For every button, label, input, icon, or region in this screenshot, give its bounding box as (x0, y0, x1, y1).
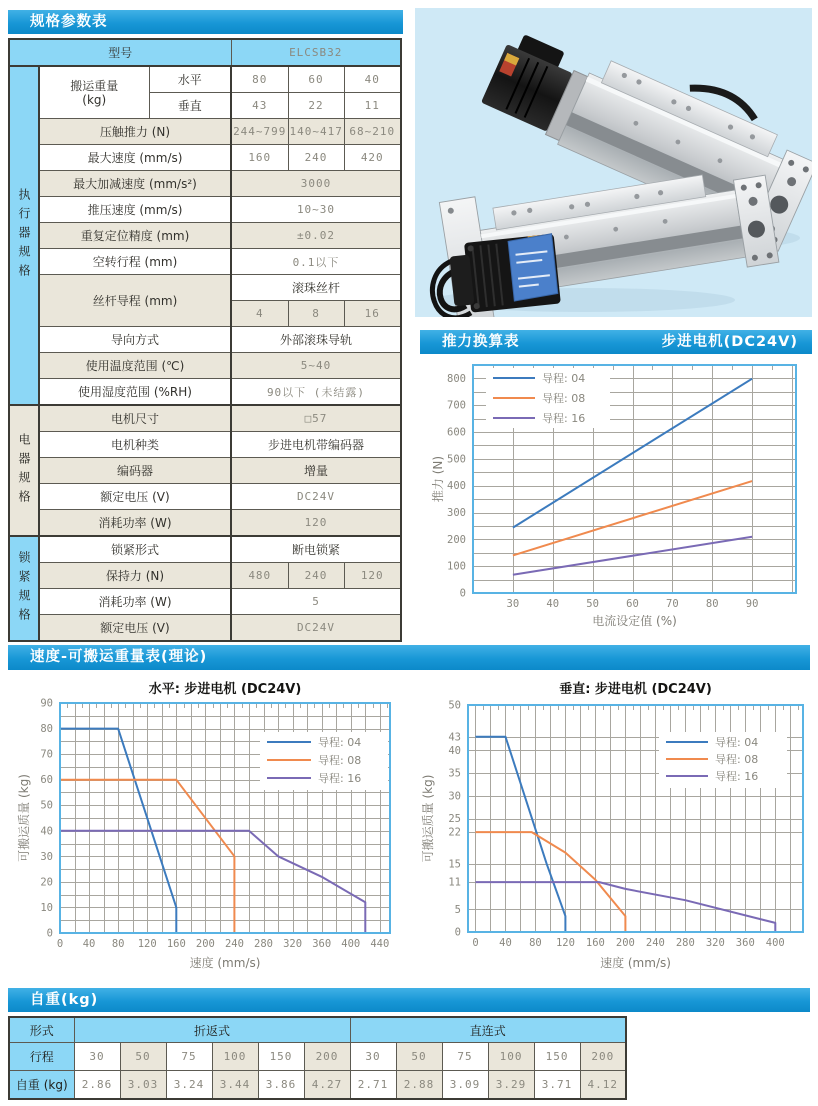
spec-value: 244~799 (231, 119, 288, 145)
spec-label: 保持力 (N) (39, 563, 231, 589)
weight-cell: 3.29 (488, 1071, 534, 1100)
svg-text:600: 600 (447, 426, 466, 439)
svg-text:400: 400 (765, 937, 785, 949)
section-header-spec (8, 10, 403, 34)
spec-value: 40 (344, 66, 401, 93)
carry-weight-label: 搬运重量 (kg) (39, 66, 149, 119)
svg-text:100: 100 (447, 560, 466, 573)
stroke-cell: 200 (304, 1043, 350, 1071)
spec-value: 240 (288, 563, 344, 589)
svg-text:400: 400 (341, 938, 361, 950)
spec-value: 60 (288, 66, 344, 93)
svg-text:11: 11 (448, 876, 461, 889)
motor-type-badge: 步进电机(DC24V) (661, 334, 798, 350)
svg-text:导程: 08: 导程: 08 (715, 753, 759, 766)
stroke-cell: 30 (350, 1043, 396, 1071)
horizontal-payload-chart (8, 678, 403, 978)
weight-cell: 2.88 (396, 1071, 442, 1100)
svg-text:70: 70 (40, 748, 53, 761)
svg-text:60: 60 (626, 598, 639, 610)
svg-text:80: 80 (529, 937, 542, 949)
spec-value: 420 (344, 145, 401, 171)
svg-text:20: 20 (40, 876, 53, 889)
svg-text:0: 0 (56, 938, 64, 950)
svg-text:导程: 16: 导程: 16 (542, 412, 586, 425)
spec-label: 额定电压 (V) (39, 484, 231, 510)
stroke-cell: 30 (74, 1043, 120, 1071)
svg-text:240: 240 (224, 938, 244, 950)
svg-text:水平: 步进电机 (DC24V): 水平: 步进电机 (DC24V) (148, 682, 302, 697)
svg-text:速度 (mm/s): 速度 (mm/s) (189, 956, 261, 970)
weight-cell: 3.71 (534, 1071, 580, 1100)
spec-value: 3000 (231, 171, 401, 197)
svg-text:500: 500 (447, 453, 466, 466)
thrust-chart (420, 356, 812, 640)
svg-text:360: 360 (312, 938, 332, 950)
spec-label: 丝杆导程 (mm) (39, 275, 231, 327)
model-value: ELCSB32 (231, 39, 401, 66)
svg-text:160: 160 (585, 937, 605, 949)
spec-value: 140~417 (288, 119, 344, 145)
svg-text:推力 (N): 推力 (N) (431, 455, 445, 503)
weight-table (8, 1016, 627, 1100)
section-header-thrust-label: 推力换算表 (442, 334, 520, 350)
spec-label: 使用温度范围 (℃) (39, 353, 231, 379)
spec-value: 滚珠丝杆 (231, 275, 401, 301)
spec-value: 5~40 (231, 353, 401, 379)
product-photo (415, 8, 812, 317)
svg-text:80: 80 (705, 598, 719, 610)
svg-text:30: 30 (506, 598, 520, 610)
weight-cell: 3.86 (258, 1071, 304, 1100)
weight-cell: 3.09 (442, 1071, 488, 1100)
svg-text:440: 440 (370, 938, 390, 950)
svg-text:400: 400 (447, 480, 466, 493)
svg-text:导程: 04: 导程: 04 (715, 736, 759, 749)
spec-label: 最大加减速度 (mm/s²) (39, 171, 231, 197)
spec-value: 外部滚珠导轨 (231, 327, 401, 353)
spec-value: 68~210 (344, 119, 401, 145)
spec-label: 电机尺寸 (39, 405, 231, 432)
spec-value: 8 (288, 301, 344, 327)
svg-text:可搬运质量 (kg): 可搬运质量 (kg) (421, 774, 435, 863)
svg-text:40: 40 (40, 825, 53, 838)
vertical-payload-chart (412, 678, 812, 978)
type-folded: 折返式 (74, 1017, 350, 1043)
svg-text:22: 22 (448, 826, 461, 839)
spec-value: 11 (344, 93, 401, 119)
svg-text:320: 320 (283, 938, 303, 950)
stroke-cell: 75 (442, 1043, 488, 1071)
svg-text:40: 40 (546, 598, 560, 610)
spec-label: 最大速度 (mm/s) (39, 145, 231, 171)
svg-text:300: 300 (447, 507, 466, 520)
svg-text:120: 120 (137, 938, 157, 950)
section-header-weight (8, 988, 810, 1012)
spec-label: 导向方式 (39, 327, 231, 353)
svg-text:40: 40 (82, 938, 96, 950)
spec-value: 120 (231, 510, 401, 537)
svg-text:90: 90 (40, 697, 53, 710)
svg-text:90: 90 (745, 598, 759, 610)
spec-value: DC24V (231, 484, 401, 510)
spec-value: 480 (231, 563, 288, 589)
stroke-cell: 50 (396, 1043, 442, 1071)
group-actuator: 执行器规格 (9, 66, 39, 405)
stroke-cell: 150 (534, 1043, 580, 1071)
stroke-cell: 200 (580, 1043, 626, 1071)
svg-text:800: 800 (447, 372, 466, 385)
spec-value: 90以下 (未结露) (231, 379, 401, 406)
svg-text:30: 30 (448, 790, 461, 803)
model-label: 型号 (9, 39, 231, 66)
carry-vertical-label: 垂直 (149, 93, 231, 119)
spec-value: 4 (231, 301, 288, 327)
spec-value: 22 (288, 93, 344, 119)
svg-text:360: 360 (735, 937, 755, 949)
stroke-cell: 150 (258, 1043, 304, 1071)
svg-text:导程: 04: 导程: 04 (542, 372, 586, 385)
svg-text:280: 280 (254, 938, 274, 950)
spec-value: 5 (231, 589, 401, 615)
spec-value: ±0.02 (231, 223, 401, 249)
section-header-spec-label: 规格参数表 (30, 14, 108, 30)
svg-text:15: 15 (448, 858, 461, 871)
svg-text:280: 280 (675, 937, 695, 949)
svg-text:200: 200 (615, 937, 635, 949)
svg-text:0: 0 (459, 587, 466, 600)
weight-cell: 3.44 (212, 1071, 258, 1100)
svg-text:50: 50 (448, 699, 461, 712)
spec-value: □57 (231, 405, 401, 432)
spec-label: 使用湿度范围 (%RH) (39, 379, 231, 406)
svg-text:50: 50 (40, 799, 53, 812)
section-header-speed-label: 速度-可搬运重量表(理论) (30, 649, 208, 665)
spec-value: 160 (231, 145, 288, 171)
svg-text:0: 0 (472, 937, 479, 949)
group-lock: 锁紧规格 (9, 536, 39, 641)
spec-table (8, 38, 402, 642)
section-header-thrust (420, 330, 812, 354)
spec-value: 增量 (231, 458, 401, 484)
svg-text:导程: 16: 导程: 16 (318, 772, 362, 785)
svg-text:160: 160 (166, 938, 186, 950)
stroke-cell: 50 (120, 1043, 166, 1071)
spec-value: DC24V (231, 615, 401, 642)
svg-text:0: 0 (46, 927, 53, 940)
spec-label: 空转行程 (mm) (39, 249, 231, 275)
svg-text:120: 120 (555, 937, 575, 949)
weight-cell: 4.27 (304, 1071, 350, 1100)
svg-text:200: 200 (447, 533, 466, 546)
svg-text:导程: 16: 导程: 16 (715, 770, 759, 783)
svg-text:5: 5 (454, 903, 461, 916)
svg-text:70: 70 (666, 598, 679, 610)
stroke-cell: 75 (166, 1043, 212, 1071)
svg-text:导程: 08: 导程: 08 (318, 754, 362, 767)
spec-value: 10~30 (231, 197, 401, 223)
svg-text:200: 200 (195, 938, 215, 950)
weight-cell: 3.24 (166, 1071, 212, 1100)
svg-text:导程: 04: 导程: 04 (318, 736, 362, 749)
carry-horizontal-label: 水平 (149, 66, 231, 93)
spec-label: 编码器 (39, 458, 231, 484)
svg-text:240: 240 (645, 937, 665, 949)
svg-text:10: 10 (40, 901, 53, 914)
svg-text:43: 43 (448, 731, 461, 744)
spec-label: 消耗功率 (W) (39, 589, 231, 615)
weight-cell: 2.86 (74, 1071, 120, 1100)
svg-text:50: 50 (586, 598, 599, 610)
horizontal-chart-svg (8, 678, 403, 978)
stroke-cell: 100 (212, 1043, 258, 1071)
spec-label: 电机种类 (39, 432, 231, 458)
spec-value: 步进电机带编码器 (231, 432, 401, 458)
section-header-weight-label: 自重(kg) (30, 992, 99, 1008)
svg-text:电流设定值 (%): 电流设定值 (%) (592, 614, 677, 628)
spec-value: 16 (344, 301, 401, 327)
weight-cell: 3.03 (120, 1071, 166, 1100)
svg-text:40: 40 (448, 744, 461, 757)
type-label: 形式 (9, 1017, 74, 1043)
svg-text:40: 40 (499, 937, 512, 949)
svg-text:速度 (mm/s): 速度 (mm/s) (600, 956, 671, 970)
svg-text:可搬运质量 (kg): 可搬运质量 (kg) (17, 774, 31, 862)
weight-cell: 4.12 (580, 1071, 626, 1100)
spec-value: 43 (231, 93, 288, 119)
spec-value: 断电锁紧 (231, 536, 401, 563)
svg-text:30: 30 (40, 850, 53, 863)
stroke-cell: 100 (488, 1043, 534, 1071)
stroke-label: 行程 (9, 1043, 74, 1071)
group-electrical: 电器规格 (9, 405, 39, 536)
spec-label: 压触推力 (N) (39, 119, 231, 145)
svg-text:60: 60 (40, 774, 53, 787)
spec-label: 额定电压 (V) (39, 615, 231, 642)
spec-label: 锁紧形式 (39, 536, 231, 563)
svg-text:垂直: 步进电机 (DC24V): 垂直: 步进电机 (DC24V) (559, 682, 712, 697)
section-header-speed (8, 645, 810, 670)
spec-value: 80 (231, 66, 288, 93)
vertical-chart-svg (412, 678, 812, 978)
thrust-chart-svg (420, 356, 812, 640)
svg-text:导程: 08: 导程: 08 (542, 392, 586, 405)
svg-text:0: 0 (454, 926, 461, 939)
weight-cell: 2.71 (350, 1071, 396, 1100)
svg-text:700: 700 (447, 399, 466, 412)
svg-text:35: 35 (448, 767, 461, 780)
svg-text:80: 80 (111, 938, 125, 950)
spec-label: 重复定位精度 (mm) (39, 223, 231, 249)
spec-value: 0.1以下 (231, 249, 401, 275)
type-direct: 直连式 (350, 1017, 626, 1043)
svg-text:25: 25 (448, 813, 461, 825)
svg-text:320: 320 (705, 937, 725, 949)
spec-label: 推压速度 (mm/s) (39, 197, 231, 223)
spec-value: 120 (344, 563, 401, 589)
weight-label: 自重 (kg) (9, 1071, 74, 1100)
spec-label: 消耗功率 (W) (39, 510, 231, 537)
spec-value: 240 (288, 145, 344, 171)
svg-text:80: 80 (40, 723, 53, 736)
